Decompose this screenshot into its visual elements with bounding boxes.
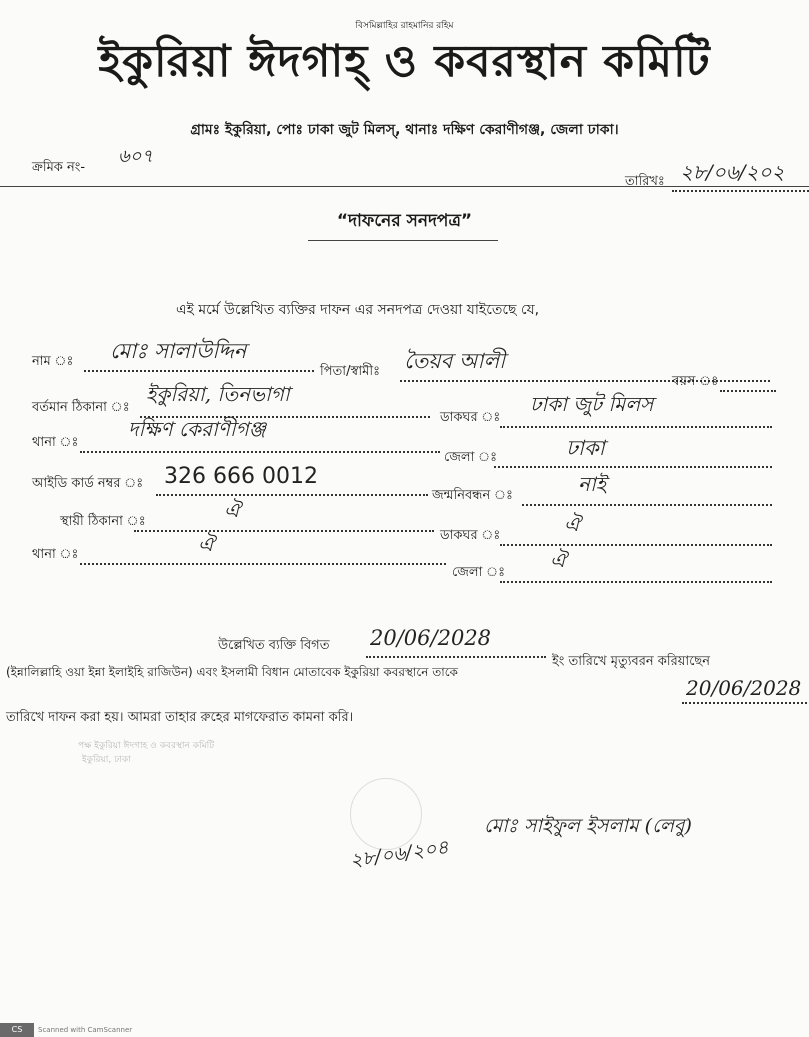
name-dotted-line	[84, 370, 314, 372]
name-value: মোঃ সালাউদ্দিন	[110, 339, 247, 363]
death-line-2: (ইন্নালিল্লাহি ওয়া ইন্না ইলাইহি রাজিউন) এবং ইসলামী বিধান মোতাবেক ইকুরিয়া কবরস্থানে তাকে	[6, 665, 458, 679]
permanent-address-dotted-line	[134, 530, 434, 532]
thana-dotted-line	[80, 451, 440, 453]
camscanner-text: Scanned with CamScanner	[38, 1026, 133, 1034]
signature-name: মোঃ সাইফুল ইসলাম (লেবু)	[484, 815, 692, 837]
header-divider	[0, 186, 809, 187]
post-office-2-dotted-line	[500, 544, 772, 546]
burial-date-dotted-line	[682, 702, 807, 704]
name-label: নাম ঃ	[32, 354, 74, 369]
signature-date: ২৮/০৬/২০৪	[348, 836, 451, 872]
father-label: পিতা/স্বামীঃ	[320, 364, 380, 379]
present-address-value: ইকুরিয়া, তিনভাগা	[146, 382, 290, 406]
date-label: তারিখঃ	[625, 174, 665, 189]
birth-reg-label: জন্মনিবন্ধন ঃ	[432, 488, 513, 503]
birth-reg-dotted-line	[522, 504, 772, 506]
id-card-value: 326 666 0012	[164, 464, 318, 489]
district-2-value: ঐ	[550, 548, 567, 572]
date-dotted-line	[672, 190, 809, 192]
thana-2-value: ঐ	[198, 532, 215, 556]
id-card-dotted-line	[156, 494, 428, 496]
certificate-title: “দাফনের সনদপত্র”	[336, 211, 473, 231]
intro-text: এই মর্মে উল্লেখিত ব্যক্তির দাফন এর সনদপত্র দেওয়া যাইতেছে যে,	[176, 302, 540, 318]
death-date-dotted-line	[366, 656, 546, 658]
thana-2-dotted-line	[80, 563, 446, 565]
bismillah-text: বিসমিল্লাহির রাহমানির রহিম	[355, 21, 454, 31]
birth-reg-value: নাই	[578, 472, 607, 496]
death-line-3: তারিখে দাফন করা হয়। আমরা তাহার রুহের মাগফেরাত কামনা করি।	[6, 710, 354, 725]
thana-value: দক্ষিণ কেরাণীগঞ্জ	[128, 417, 266, 441]
thana-label: থানা ঃ	[32, 435, 79, 450]
permanent-address-label: স্থায়ী ঠিকানা ঃ	[60, 514, 146, 529]
committee-title: ইকুরিয়া ঈদগাহ্ ও কবরস্থান কমিটি	[98, 36, 711, 87]
age-label: বয়স ঃ	[672, 374, 719, 389]
burial-date-value: 20/06/2028	[686, 676, 802, 700]
father-value: তৈয়ব আলী	[404, 349, 506, 373]
post-office-value: ঢাকা জুট মিলস	[530, 392, 654, 416]
title-underline	[308, 240, 498, 241]
date-value: ২৮/০৬/২০২	[680, 160, 785, 184]
age-dotted-line	[720, 390, 776, 392]
district-label: জেলা ঃ	[444, 450, 498, 465]
district-dotted-line	[494, 466, 772, 468]
serial-label: ক্রমিক নং-	[32, 160, 86, 175]
permanent-address-value: ঐ	[224, 498, 241, 522]
post-office-2-value: ঐ	[564, 512, 581, 536]
camscanner-badge: CS	[0, 1023, 34, 1037]
post-office-label: ডাকঘর ঃ	[440, 410, 501, 425]
death-date-value: 20/06/2028	[370, 626, 492, 650]
district-2-dotted-line	[500, 581, 772, 583]
serial-value: ৬০৭	[118, 146, 154, 167]
district-2-label: জেলা ঃ	[452, 565, 506, 580]
death-suffix: ইং তারিখে মৃত্যুবরন করিয়াছেন	[552, 654, 711, 669]
present-address-label: বর্তমান ঠিকানা ঃ	[32, 400, 130, 415]
post-office-2-label: ডাকঘর ঃ	[440, 528, 501, 543]
stamp-line-2: ইকুরিয়া, ঢাকা	[82, 755, 131, 765]
thana-2-label: থানা ঃ	[32, 547, 79, 562]
post-office-dotted-line	[500, 426, 772, 428]
id-card-label: আইডি কার্ড নম্বর ঃ	[32, 476, 144, 491]
death-prefix: উল্লেখিত ব্যক্তি বিগত	[218, 638, 330, 653]
district-value: ঢাকা	[566, 436, 605, 460]
stamp-line-1: পক্ষ ইকুরিয়া ঈদগাহ ও কবরস্থান কমিটি	[78, 741, 215, 751]
committee-address: গ্রামঃ ইকুরিয়া, পোঃ ঢাকা জুট মিলস্, থানাঃ দক্ষিণ কেরাণীগঞ্জ, জেলা ঢাকা।	[190, 122, 619, 138]
